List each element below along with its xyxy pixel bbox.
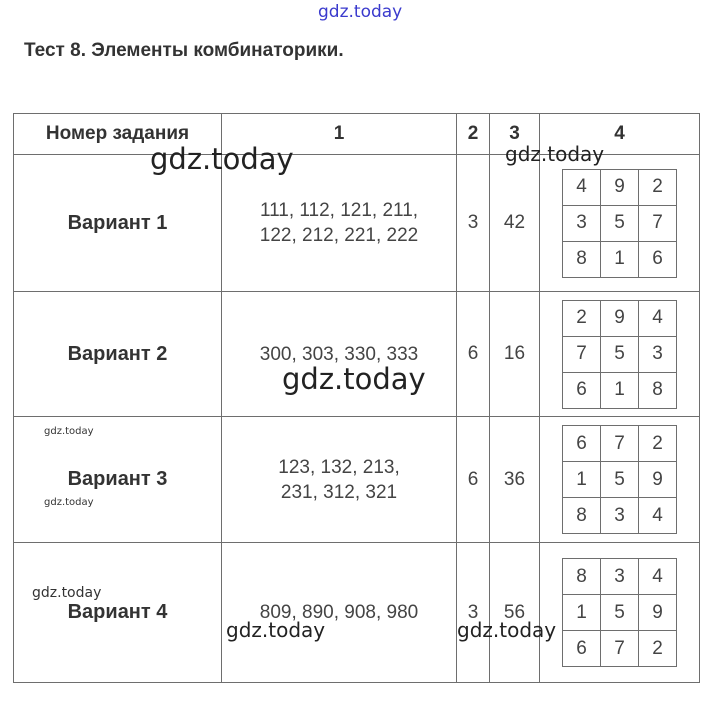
square-cell: 8 <box>563 241 601 277</box>
square-cell: 2 <box>639 631 677 667</box>
square-cell: 2 <box>563 300 601 336</box>
watermark: gdz.today <box>150 142 294 176</box>
square-cell: 1 <box>601 372 639 408</box>
watermark: gdz.today <box>32 585 102 601</box>
answer-3: 42 <box>490 155 540 292</box>
square-cell: 6 <box>563 372 601 408</box>
answer-3: 16 <box>490 292 540 417</box>
square-cell: 7 <box>601 426 639 462</box>
square-cell: 7 <box>563 336 601 372</box>
watermark-top: gdz.today <box>318 2 403 22</box>
square-cell: 9 <box>601 169 639 205</box>
table-row <box>14 155 700 292</box>
square-cell: 8 <box>639 372 677 408</box>
header-col-1: 1 <box>222 114 457 155</box>
square-cell: 5 <box>601 462 639 498</box>
square-cell: 7 <box>639 205 677 241</box>
square-cell: 4 <box>563 169 601 205</box>
table-row <box>14 292 700 417</box>
answers-table <box>13 113 700 683</box>
magic-square-cell <box>540 155 700 292</box>
answer-2: 3 <box>457 155 490 292</box>
watermark: gdz.today <box>226 618 326 642</box>
header-col-4: 4 <box>540 114 700 155</box>
watermark: gdz.today <box>282 362 426 396</box>
square-cell: 3 <box>563 205 601 241</box>
magic-square-cell <box>540 417 700 543</box>
page-title: Тест 8. Элементы комбинаторики. <box>24 40 344 61</box>
variant-label: Вариант 2 <box>14 292 222 417</box>
answer-1: 111, 112, 121, 211, 122, 212, 221, 222 <box>222 155 457 292</box>
square-cell: 5 <box>601 595 639 631</box>
square-cell: 6 <box>563 426 601 462</box>
answer-1: 123, 132, 213, 231, 312, 321 <box>222 417 457 543</box>
square-cell: 9 <box>639 595 677 631</box>
square-cell: 6 <box>563 631 601 667</box>
answer-2: 6 <box>457 292 490 417</box>
variant-label: Вариант 3 <box>14 417 222 543</box>
square-cell: 7 <box>601 631 639 667</box>
watermark: gdz.today <box>457 618 557 642</box>
table-row <box>14 417 700 543</box>
square-cell: 3 <box>601 498 639 534</box>
answer-3: 56 <box>490 543 540 683</box>
watermark: gdz.today <box>44 426 94 437</box>
answer-2: 3 <box>457 543 490 683</box>
magic-square-cell <box>540 292 700 417</box>
header-task-number: Номер задания <box>14 114 222 155</box>
answer-3: 36 <box>490 417 540 543</box>
square-cell: 9 <box>601 300 639 336</box>
square-cell: 6 <box>639 241 677 277</box>
variant-label: Вариант 4 <box>14 543 222 683</box>
square-cell: 1 <box>563 595 601 631</box>
watermark: gdz.today <box>44 497 94 508</box>
magic-square <box>562 169 677 278</box>
header-col-2: 2 <box>457 114 490 155</box>
square-cell: 3 <box>601 559 639 595</box>
magic-square <box>562 425 677 534</box>
magic-square <box>562 558 677 667</box>
square-cell: 5 <box>601 336 639 372</box>
square-cell: 2 <box>639 169 677 205</box>
square-cell: 9 <box>639 462 677 498</box>
square-cell: 5 <box>601 205 639 241</box>
magic-square-cell <box>540 543 700 683</box>
variant-label: Вариант 1 <box>14 155 222 292</box>
magic-square <box>562 300 677 409</box>
answer-2: 6 <box>457 417 490 543</box>
header-col-3: 3 <box>490 114 540 155</box>
square-cell: 4 <box>639 559 677 595</box>
answer-1: 809, 890, 908, 980 <box>222 543 457 683</box>
answer-1: 300, 303, 330, 333 <box>222 292 457 417</box>
square-cell: 8 <box>563 559 601 595</box>
watermark: gdz.today <box>505 142 605 166</box>
square-cell: 1 <box>601 241 639 277</box>
table-row <box>14 543 700 683</box>
square-cell: 8 <box>563 498 601 534</box>
square-cell: 1 <box>563 462 601 498</box>
square-cell: 3 <box>639 336 677 372</box>
square-cell: 4 <box>639 498 677 534</box>
square-cell: 2 <box>639 426 677 462</box>
square-cell: 4 <box>639 300 677 336</box>
